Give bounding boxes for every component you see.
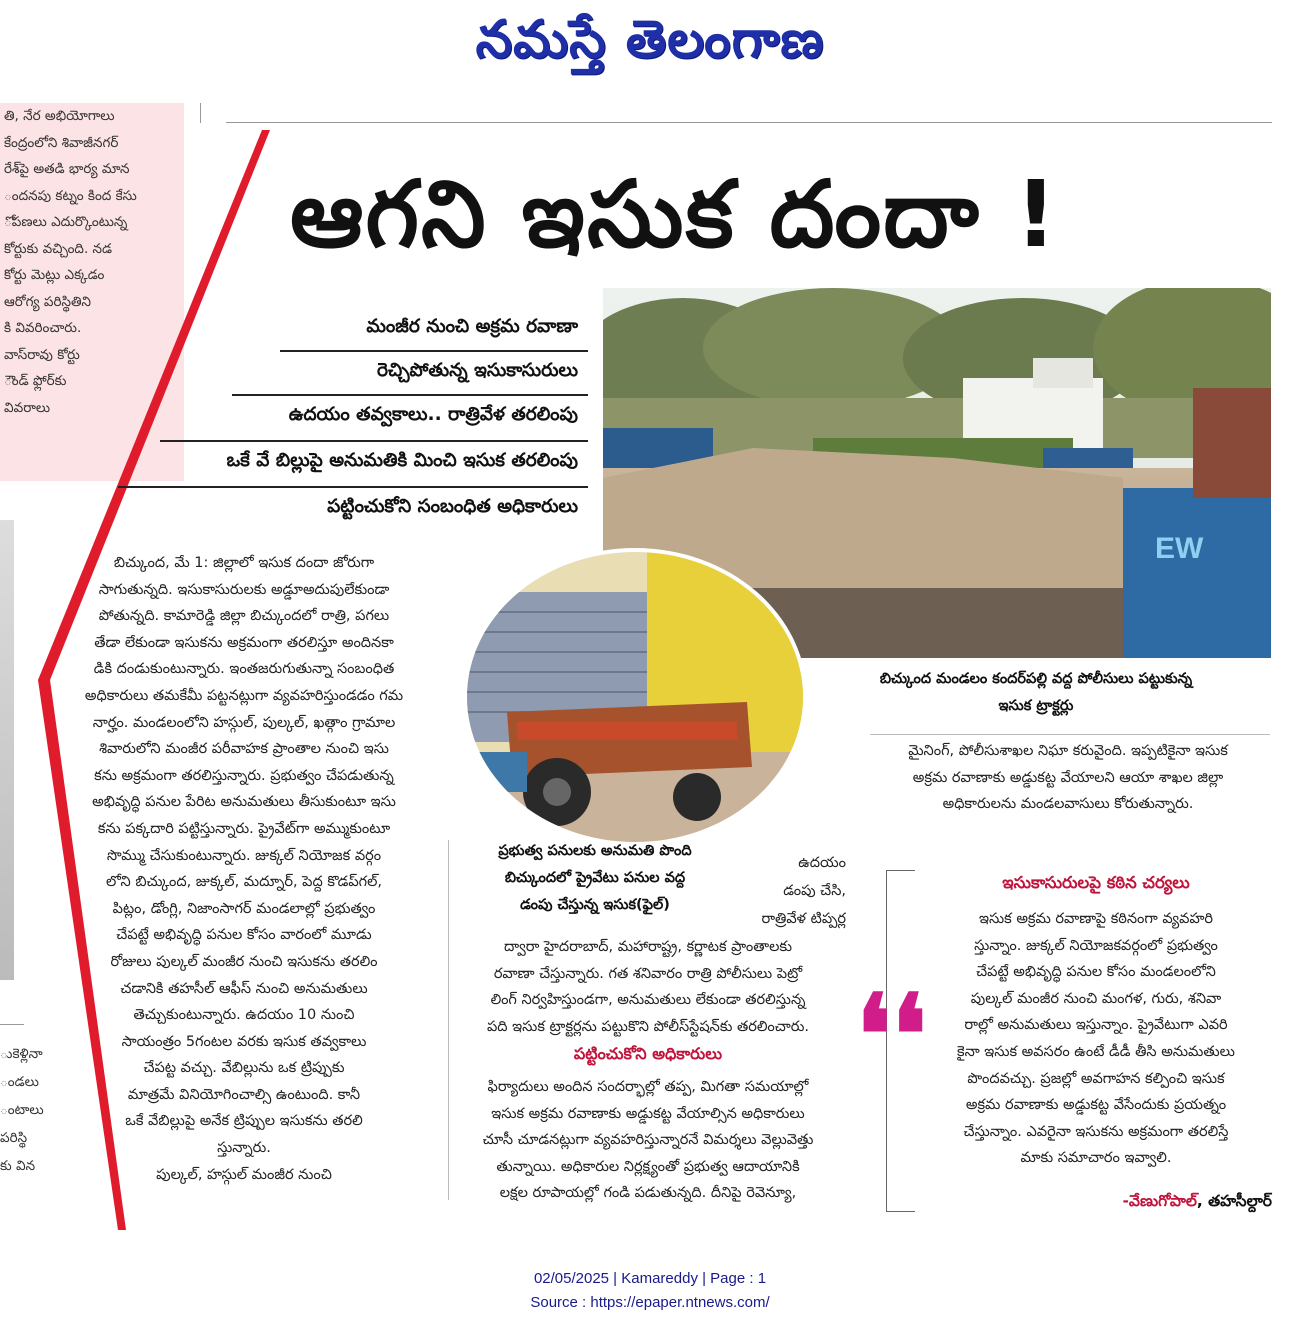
text-line: చేస్తున్నాం. ఎవరైనా ఇసుకను అక్రమంగా తరలిస్తే: [963, 1123, 1229, 1140]
text-line: ౌండ్ ఫ్లోర్‌కు: [4, 373, 67, 389]
text-line: రవాణా చేస్తున్నారు. గత శనివారం రాత్రి పోలీసులు పెట్రో: [493, 965, 803, 982]
text-line: స్తున్నారు.: [217, 1140, 271, 1157]
quote-attribution: [916, 1192, 1272, 1214]
text-line: లోని బిచ్కుంద, జుక్కల్, మద్నూర్, పెద్ద కొడప్‌గల్,: [106, 874, 382, 891]
text-line: రేశ్‌పై అతడి భార్య మాన: [4, 161, 130, 177]
headline: ఆగని ఇసుక దందా !: [290, 161, 1059, 268]
text-line: కోర్టు మెట్లు ఎక్కడం: [4, 267, 105, 283]
text-line: శివారులోని మంజీర పరీవాహక ప్రాంతాల నుంచి ఇసు: [99, 741, 389, 758]
body-column-2-continued: [448, 1074, 848, 1207]
text-line: ుకెళ్లినా: [0, 1046, 43, 1062]
body-column-3: [862, 738, 1274, 818]
newspaper-title: నమస్తే తెలంగాణ: [475, 9, 825, 70]
text-line: పది ఇసుక ట్రాక్టర్లను పట్టుకొని పోలీస్‌స్టేషన్‌కు తరలించారు.: [486, 1018, 809, 1035]
subhead-rule: [280, 350, 588, 352]
text-line: చూసీ చూడనట్లుగా వ్యవహరిస్తున్నారనే విమర్శలు వెల్లువెత్తు: [482, 1132, 814, 1149]
text-line: అధికారులు తమకేమీ పట్టనట్లుగా వ్యవహరిస్తుండడం గమ: [84, 687, 404, 704]
subhead-2: రెచ్చిపోతున్న ఇసుకాసురులు: [377, 360, 578, 381]
circle-photo: [463, 548, 807, 846]
text-line: తెచ్చుకుంటున్నారు. ఉదయం 10 నుంచి: [133, 1007, 355, 1024]
subhead-1: మంజీర నుంచి అక్రమ రవాణా: [366, 316, 578, 337]
text-line: తున్నాయి. అధికారుల నిర్లక్ష్యంతో ప్రభుత్వ ఆదాయానికి: [496, 1158, 800, 1175]
text-line: పోతున్నది. కామారెడ్డి జిల్లా బిచ్కుందలో రాత్రి, పగలు: [98, 608, 390, 625]
text-line: ండలు: [0, 1074, 39, 1090]
text-line: ద్వారా హైదరాబాద్, మహారాష్ట్ర, కర్ణాటక ప్రాంతాలకు: [504, 939, 792, 955]
text-line: ఆరోగ్య పరిస్థితిని: [4, 293, 92, 310]
text-line: పొందవచ్చు. ప్రజల్లో అవగాహన కల్పించి ఇసుక: [967, 1070, 1225, 1087]
text-line: ఇసుక అక్రమ రవాణాకు అడ్డుకట్ట వేయాల్సిన అధికారులు: [491, 1105, 805, 1122]
subhead-5: పట్టించుకోని సంబంధిత అధికారులు: [327, 496, 578, 517]
divider: [870, 734, 1270, 735]
text-line: ంటాలు: [0, 1102, 44, 1118]
text-line: ఫిర్యాదులు అందిన సందర్భాల్లో తప్ప, మిగతా సమయాల్లో: [487, 1079, 809, 1095]
quote-author: -వేణుగోపాల్: [1122, 1192, 1197, 1210]
column-rule: [200, 103, 201, 123]
text-line: లింగ్ నిర్వహిస్తుండగా, అనుమతులు లేకుండా తరలిస్తున్న: [490, 992, 806, 1009]
subhead-rule: [232, 394, 588, 396]
text-line: లక్షల రూపాయల్లో గండి పడుతున్నది. దీనిపై రెవెన్యూ,: [499, 1185, 797, 1202]
text-line: అధికారులను మండలవాసులు కోరుతున్నారు.: [942, 796, 1194, 813]
text-line: మాత్రమే వినియోగించాల్సి ఉంటుంది. కానీ: [127, 1086, 361, 1103]
text-line: ోపణలు ఎదుర్కొంటున్న: [4, 214, 128, 230]
subhead-3: ఉదయం తవ్వకాలు.. రాత్రివేళ తరలింపు: [288, 404, 578, 425]
text-line: అక్రమ రవాణాకు అడ్డుకట్ట వేసేందుకు ప్రయత్నం: [965, 1097, 1227, 1114]
text-line: రోజులు పుల్కల్ మంజీర నుంచి ఇసుకను తరలిం: [110, 953, 378, 970]
subhead-rule: [118, 486, 588, 488]
text-line: వాస్‌రావు కోర్టు: [4, 346, 80, 363]
text-line: చేపట్ట వచ్చు. వేబిల్లును ఒక ట్రిప్పుకు: [143, 1060, 345, 1077]
text-line: తి, నేర అభియోగాలు: [4, 108, 115, 124]
text-line: సాగుతున్నది. ఇసుకాసురులకు అడ్డూఅదుపులేకుండా: [98, 581, 390, 598]
text-line: అభివృద్ధి పనుల పేరిట అనుమతులు తీసుకుంటూ ఇసు: [92, 794, 396, 811]
quote-author-role: , తహసీల్దార్: [1196, 1192, 1272, 1210]
text-line: అక్రమ రవాణాకు అడ్డుకట్ట వేయాలని ఆయా శాఖల జిల్లా: [912, 769, 1224, 786]
subhead-rule: [160, 440, 588, 442]
text-line: చేపట్టే అభివృద్ధి పనుల కోసం మండలంలోని: [976, 964, 1216, 981]
text-line: స్తున్నాం. జుక్కల్ నియోజకవర్గంలో ప్రభుత్వం: [974, 937, 1218, 954]
footer-date-page: 02/05/2025 | Kamareddy | Page : 1: [533, 1270, 767, 1287]
text-line: ందనపు కట్నం కింద కేసు: [4, 187, 137, 204]
quote-title: ఇసుకాసురులపై కఠిన చర్యలు: [1002, 873, 1190, 892]
top-rule: [226, 122, 1272, 123]
text-line: సొమ్ము చేసుకుంటున్నారు. జుక్కల్ నియోజక వర్గం: [106, 847, 382, 864]
body-column-2: [448, 934, 848, 1040]
text-line: కేంద్రంలోని శివాజీనగర్: [4, 134, 119, 151]
subhead-4: ఒకే వే బిల్లుపై అనుమతికి మించి ఇసుక తరలింపు: [226, 450, 578, 471]
svg-text:EW: EW: [1155, 532, 1204, 565]
footer-source: Source : https://epaper.ntnews.com/: [530, 1294, 770, 1311]
text-line: తేడా లేకుండా ఇసుకను అక్రమంగా తరలిస్తూ అందినకా: [94, 634, 394, 651]
text-line: మాకు సమాచారం ఇవ్వాలి.: [1020, 1150, 1172, 1167]
text-line: నార్హం. మండలంలోని హస్గుల్, పుల్కల్, ఖత్గాం గ్రామాల: [92, 714, 396, 731]
body-column-1: [60, 550, 428, 1188]
text-line: పుల్కల్ మంజీర నుంచి మంగళ, గురు, శనివా: [970, 990, 1222, 1007]
text-line: పుల్కల్, హస్గుల్ మంజీర నుంచి: [156, 1166, 332, 1183]
main-photo-caption: బిచ్కుంద మండలం కందర్‌పల్లి వద్ద పోలీసులు పట్టుకున్న ఇసుక ట్రాక్టర్లు: [879, 671, 1193, 714]
text-line: చేపట్టే అభివృద్ధి పనుల కోసం వారంలో మూడు: [116, 927, 372, 944]
text-line: కైనా ఇసుక అవసరం ఉంటే డీడీ తీసి అనుమతులు: [957, 1043, 1235, 1060]
text-line: కను పక్కదారి పట్టిస్తున్నారు. ప్రైవేట్‌గా అమ్ముకుంటూ: [97, 820, 391, 837]
text-line: కు విన: [0, 1158, 36, 1174]
text-line: పిట్లం, డోంగ్లి, నిజాంసాగర్ మండలాల్లో ప్రభుత్వం: [112, 900, 376, 917]
text-line: డికి దండుకుంటున్నారు. ఇంతజరుగుతున్నా సంబంధిత: [93, 661, 395, 678]
text-line: పరిస్థి: [0, 1130, 28, 1146]
text-line: ఇసుక అక్రమ రవాణాపై కఠినంగా వ్యవహరి: [978, 911, 1214, 927]
text-line: కి వివరించారు.: [4, 320, 82, 336]
text-line: చడానికి తహసీల్ ఆఫీస్ నుంచి అనుమతులు: [120, 980, 368, 997]
text-line: వివరాలు: [4, 399, 51, 416]
circle-photo-caption: ప్రభుత్వ పనులకు అనుమతి పొంది బిచ్కుందలో ప్రైవేటు పనుల వద్ద డంపు చేస్తున్న ఇసుక(ఫైల్): [498, 843, 692, 913]
text-line: సాయంత్రం 5గంటల వరకు ఇసుక తవ్వకాలు: [121, 1033, 367, 1050]
body-column-2-top: ఉదయం: [798, 855, 846, 871]
quote-body: [916, 906, 1276, 1172]
text-line: కను అక్రమంగా తరలిస్తున్నారు. ప్రభుత్వం చేపడుతున్న: [94, 767, 394, 784]
text-line: మైనింగ్, పోలీసుశాఖల నిఘా కరువైంది. ఇప్పటికైనా ఇసుక: [908, 743, 1228, 759]
text-line: ఒకే వేబిల్లుపై అనేక ట్రిప్పుల ఇసుకను తరలి: [125, 1113, 363, 1130]
section-subtitle: పట్టించుకోని అధికారులు: [573, 1044, 723, 1063]
text-line: రాల్లో అనుమతులు ఇస్తున్నాం. ప్రైవేటుగా ఎవరి: [964, 1017, 1228, 1034]
quote-icon: ❛❛: [856, 970, 927, 1099]
text-line: బిచ్కుంద, మే 1: జిల్లాలో ఇసుక దందా జోరుగా: [113, 555, 375, 571]
text-line: కోర్టుకు వచ్చింది. నడ: [4, 240, 112, 257]
